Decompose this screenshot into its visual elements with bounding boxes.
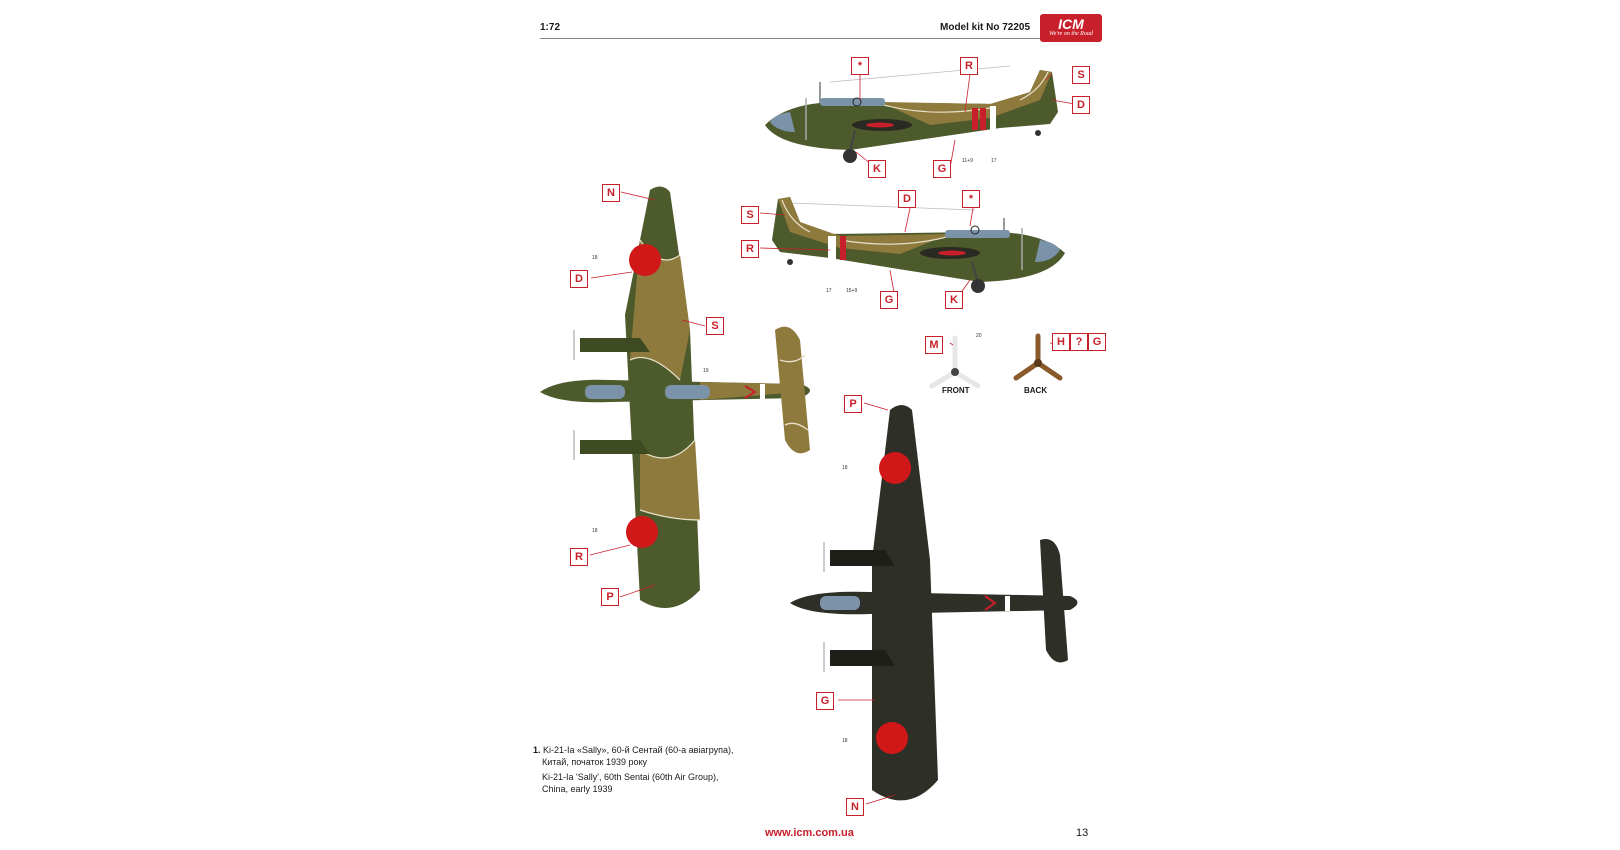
callout-p: P xyxy=(601,588,619,606)
callout-star: * xyxy=(851,57,869,75)
decal-number: 15+9 xyxy=(846,288,858,294)
callout-d: D xyxy=(570,270,588,288)
callout-r: R xyxy=(960,57,978,75)
caption-en-line2: China, early 1939 xyxy=(542,784,613,794)
callout-m: M xyxy=(925,336,943,354)
decal-number: 18 xyxy=(592,255,598,261)
caption-en-line1: Ki-21-Ia 'Sally', 60th Sentai (60th Air Group), xyxy=(542,772,719,782)
callout-n: N xyxy=(602,184,620,202)
decal-number: 18 xyxy=(592,528,598,534)
decal-number: 11+9 xyxy=(962,158,973,164)
decal-number: 19 xyxy=(703,368,709,374)
callout-r: R xyxy=(741,240,759,258)
callout-g: G xyxy=(933,160,951,178)
callout-g: G xyxy=(880,291,898,309)
callout-g: G xyxy=(1088,333,1106,351)
callout-g: G xyxy=(816,692,834,710)
caption-ua-line1: Ki-21-Ia «Sally», 60-й Сентай (60-а авіагрупа), xyxy=(543,745,734,755)
callout-star: * xyxy=(962,190,980,208)
callout-s: S xyxy=(706,317,724,335)
callout-k: K xyxy=(868,160,886,178)
callout-d: D xyxy=(1072,96,1090,114)
callout-k: K xyxy=(945,291,963,309)
callout-d: D xyxy=(898,190,916,208)
scale-label: 1:72 xyxy=(540,22,561,33)
page-number: 13 xyxy=(1076,827,1089,839)
callout-h: H xyxy=(1052,333,1070,351)
logo-slogan: We're on the Road xyxy=(1049,31,1093,37)
decal-number: 20 xyxy=(976,333,982,339)
decal-number: 17 xyxy=(826,288,832,294)
side-view-top xyxy=(765,66,1058,163)
decal-number: 18 xyxy=(842,465,848,471)
side-view-lower xyxy=(772,197,1065,293)
caption-ua-line2: Китай, початок 1939 року xyxy=(542,757,648,767)
scheme-caption xyxy=(533,744,734,795)
decal-number: 17 xyxy=(991,158,997,164)
callout-s: S xyxy=(1072,66,1090,84)
callout-n: N xyxy=(846,798,864,816)
callout-r: R xyxy=(570,548,588,566)
plan-view-top xyxy=(540,186,810,608)
callout-s: S xyxy=(741,206,759,224)
callout-question: ? xyxy=(1070,333,1088,351)
website-link[interactable]: www.icm.com.ua xyxy=(765,827,854,839)
plan-view-bottom xyxy=(790,405,1078,800)
logo-text: ICM xyxy=(1058,16,1084,32)
propeller-back-label: BACK xyxy=(1024,386,1048,395)
decal-number: 18 xyxy=(842,738,848,744)
caption-number: 1. xyxy=(533,745,541,755)
kit-number: Model kit No 72205 xyxy=(940,22,1031,33)
callout-p: P xyxy=(844,395,862,413)
propeller-front-label: FRONT xyxy=(942,386,970,395)
